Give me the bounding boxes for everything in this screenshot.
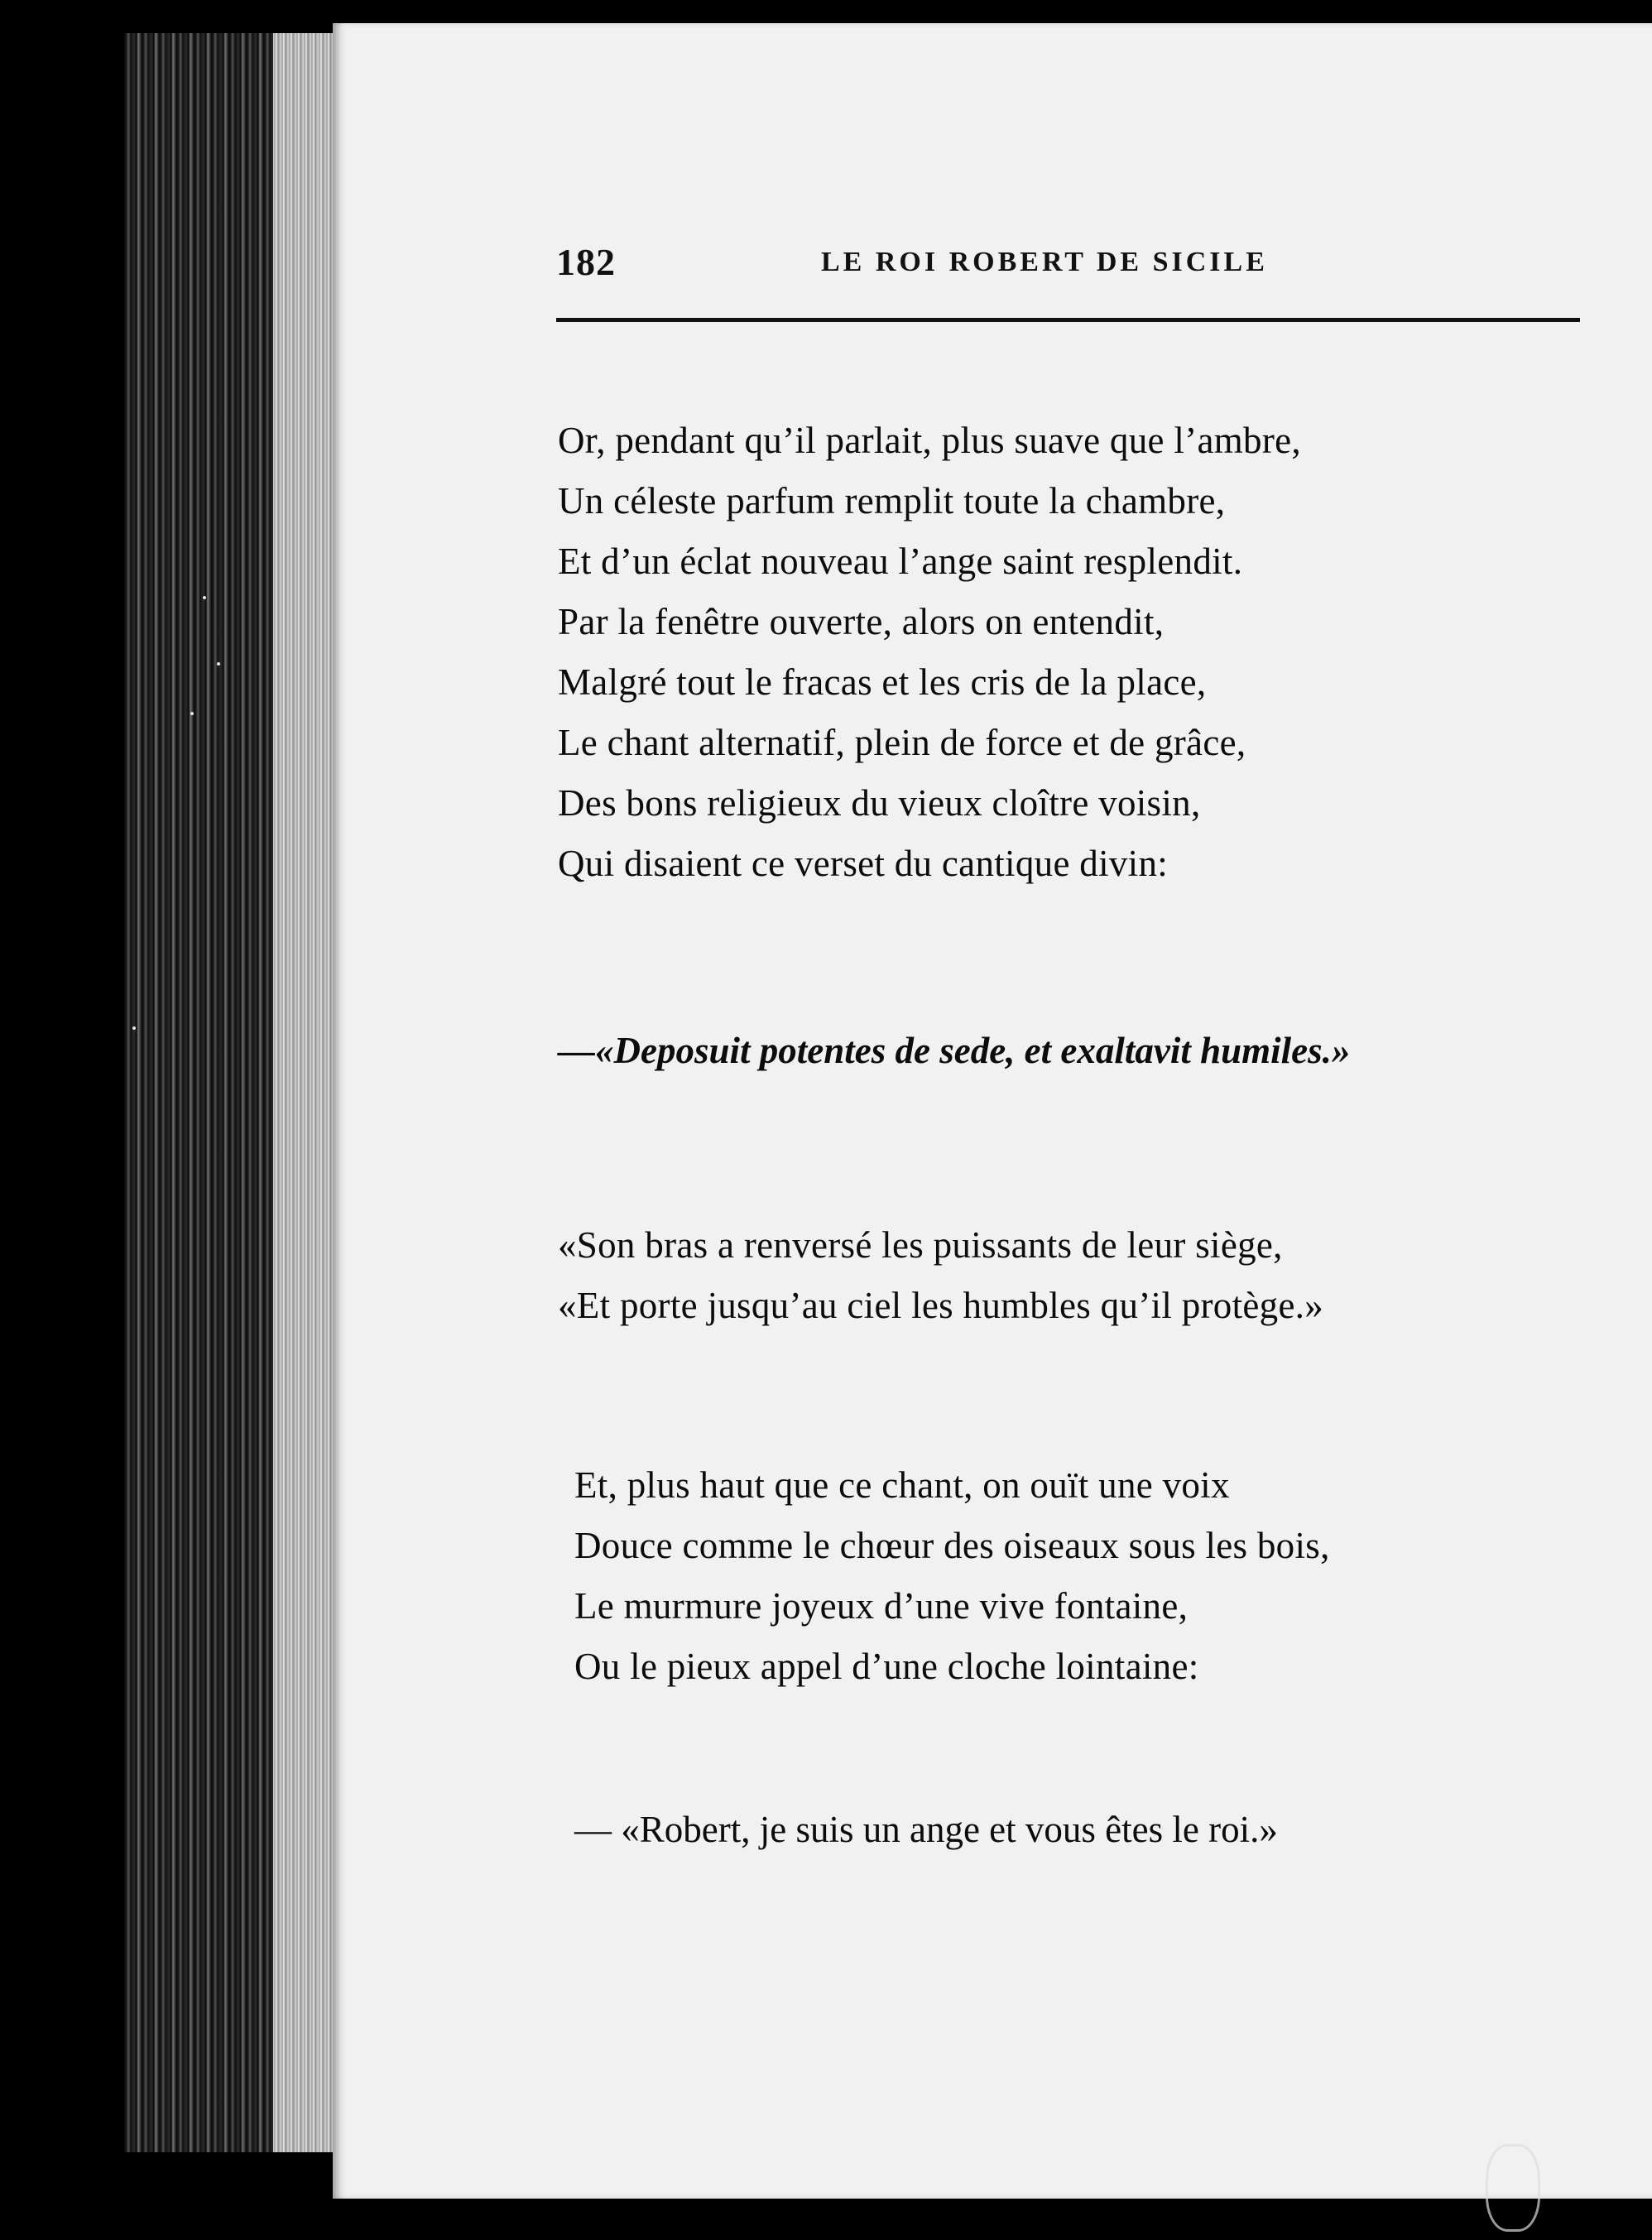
stanza-2 <box>558 1215 1323 1336</box>
verse-line: Un céleste parfum remplit toute la chambre, <box>558 480 1226 522</box>
verse-line: Douce comme le chœur des oiseaux sous les bois, <box>574 1525 1330 1566</box>
verse-line: Malgré tout le fracas et les cris de la place, <box>558 661 1207 703</box>
stanza-1 <box>558 411 1301 894</box>
verse-line: Par la fenêtre ouverte, alors on entendit, <box>558 601 1165 642</box>
verse-line: Des bons religieux du vieux cloître voisin, <box>558 782 1201 824</box>
page-corner-mark <box>1486 2144 1540 2232</box>
running-title: LE ROI ROBERT DE SICILE <box>821 247 1268 277</box>
stanza-3 <box>574 1455 1330 1697</box>
verse-line: Le murmure joyeux d’une vive fontaine, <box>574 1585 1189 1627</box>
book-page <box>333 23 1652 2199</box>
scan-speck <box>190 712 194 715</box>
verse-line: Qui disaient ce verset du cantique divin: <box>558 843 1169 884</box>
verse-line: «Son bras a renversé les puissants de leur siège, <box>558 1224 1283 1266</box>
verse-line: Et d’un éclat nouveau l’ange saint resplendit. <box>558 541 1243 582</box>
scan-speck <box>132 1026 136 1030</box>
page-number: 182 <box>556 241 616 283</box>
verse-line: Le chant alternatif, plein de force et de grâce, <box>558 722 1246 763</box>
verse-line: Et, plus haut que ce chant, on ouït une voix <box>574 1464 1230 1506</box>
scan-speck <box>203 596 206 599</box>
latin-quote: —«Deposuit potentes de sede, et exaltavit humiles.» <box>558 1030 1351 1071</box>
verse-line: Ou le pieux appel d’une cloche lointaine: <box>574 1646 1199 1687</box>
page-header <box>556 240 1417 290</box>
page-edges-highlight <box>273 33 335 2152</box>
header-rule <box>556 318 1580 322</box>
verse-line: «Et porte jusqu’au ciel les humbles qu’il protège.» <box>558 1285 1324 1326</box>
closing-quote: — «Robert, je suis un ange et vous êtes le roi.» <box>574 1809 1278 1850</box>
scan-speck <box>217 662 220 666</box>
verse-line: Or, pendant qu’il parlait, plus suave que l’ambre, <box>558 420 1301 461</box>
